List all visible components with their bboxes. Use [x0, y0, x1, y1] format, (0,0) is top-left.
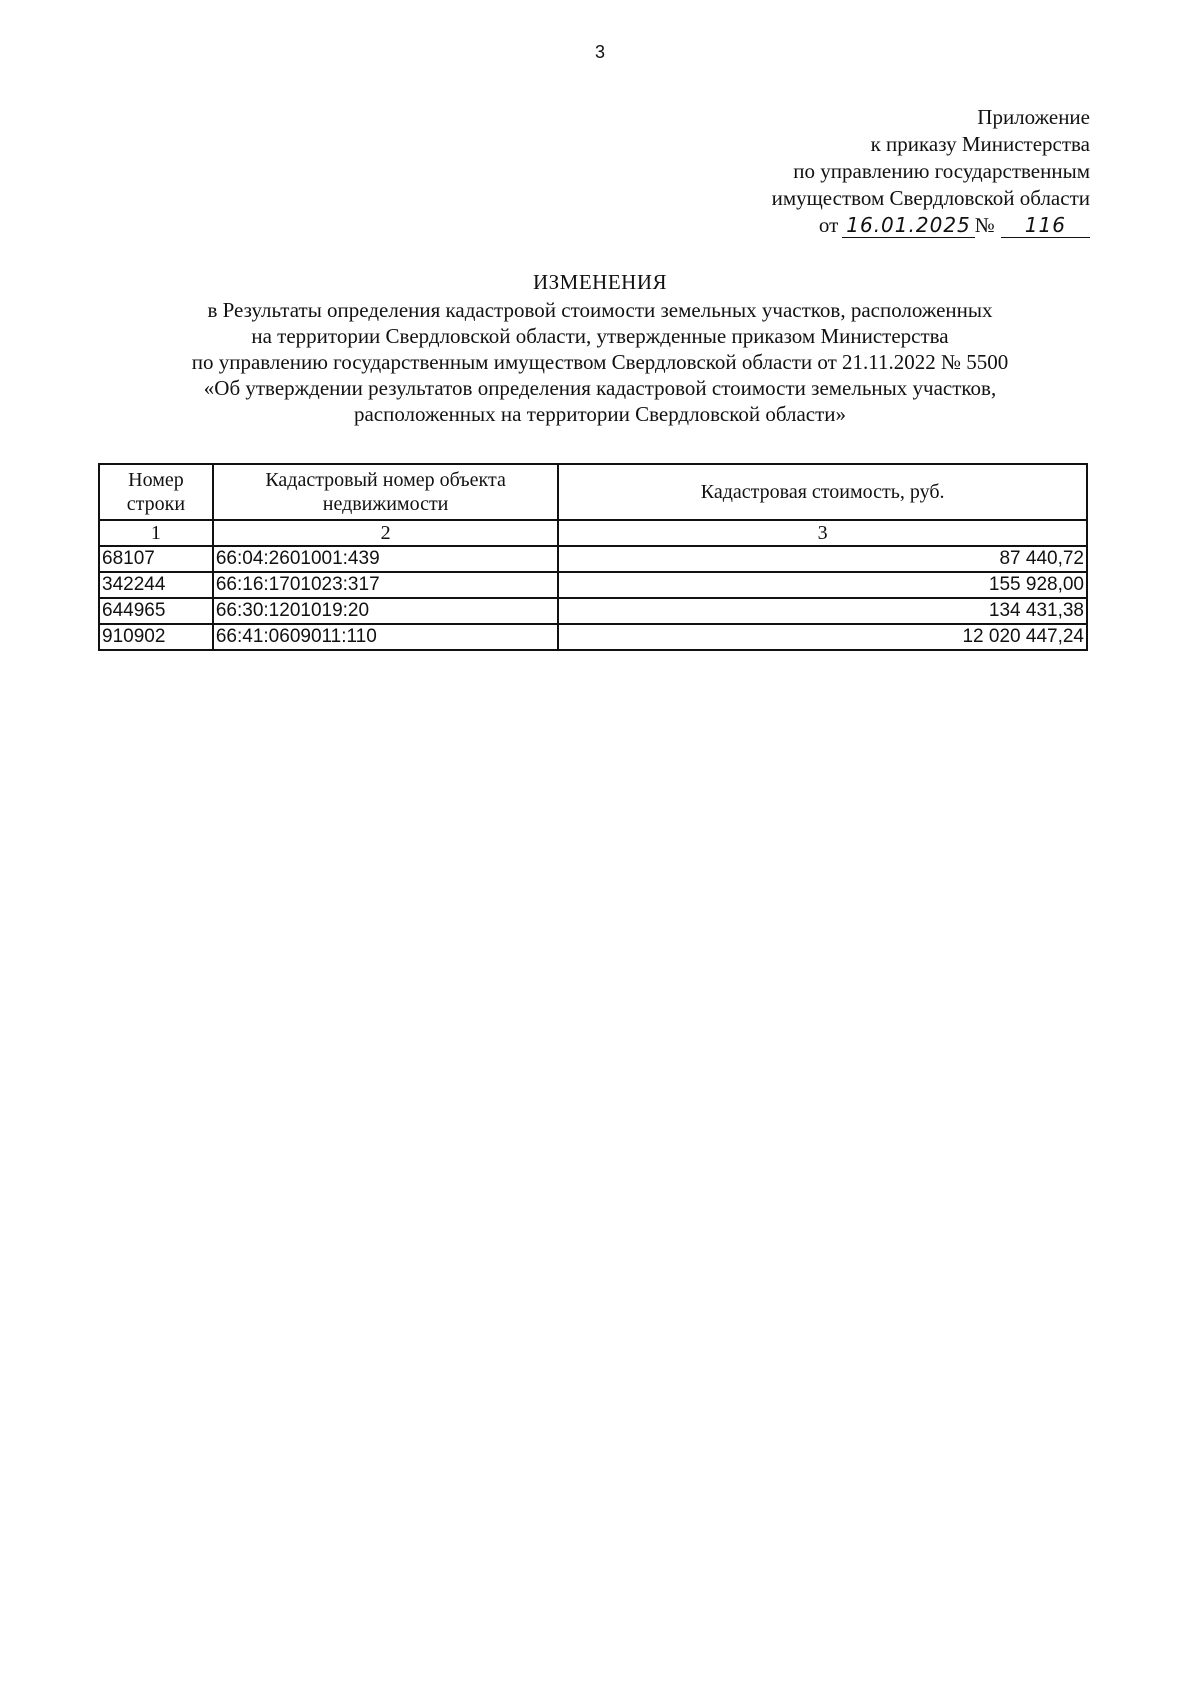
order-date-line	[772, 212, 1090, 239]
row-number-cell: 68107	[99, 546, 213, 572]
column-number: 3	[558, 520, 1087, 546]
cadastral-value-table	[98, 463, 1088, 651]
table-row	[99, 572, 1087, 598]
handwritten-number: 116	[1001, 213, 1090, 238]
row-number-cell: 342244	[99, 572, 213, 598]
cadastral-number-cell: 66:04:2601001:439	[213, 546, 558, 572]
appendix-line: имуществом Свердловской области	[771, 186, 1090, 210]
header-row-number	[99, 464, 213, 520]
appendix-line: Приложение	[977, 105, 1090, 129]
subtitle-line: расположенных на территории Свердловской области»	[353, 402, 847, 426]
header-text: Кадастровый номер объекта	[265, 469, 506, 491]
page-number: 3	[594, 42, 605, 62]
table-row	[99, 624, 1087, 650]
table-row	[99, 546, 1087, 572]
document-title: ИЗМЕНЕНИЯ	[532, 270, 668, 294]
number-prefix: №	[974, 213, 995, 237]
appendix-block	[772, 104, 1090, 239]
header-text: недвижимости	[322, 493, 449, 515]
cadastral-value-cell: 155 928,00	[558, 572, 1087, 598]
appendix-line: по управлению государственным	[793, 159, 1090, 183]
cadastral-value-cell: 134 431,38	[558, 598, 1087, 624]
table-header-row	[99, 464, 1087, 520]
subtitle-line: «Об утверждении результатов определения кадастровой стоимости земельных участков,	[203, 376, 997, 400]
header-cadastral-value	[558, 464, 1087, 520]
subtitle-line: по управлению государственным имуществом Свердловской области от 21.11.2022 № 5500	[191, 350, 1009, 374]
cadastral-number-cell: 66:41:0609011:110	[213, 624, 558, 650]
handwritten-date: 16.01.2025	[842, 213, 975, 238]
cadastral-value-cell: 87 440,72	[558, 546, 1087, 572]
column-number: 1	[99, 520, 213, 546]
column-number: 2	[213, 520, 558, 546]
header-text: строки	[126, 493, 186, 515]
table-row	[99, 598, 1087, 624]
header-cadastral-number	[213, 464, 558, 520]
header-text: Номер	[128, 469, 184, 491]
subtitle-line: на территории Свердловской области, утвержденные приказом Министерства	[251, 324, 949, 348]
document-subtitle	[140, 297, 1060, 427]
column-number-row	[99, 520, 1087, 546]
cadastral-number-cell: 66:30:1201019:20	[213, 598, 558, 624]
subtitle-line: в Результаты определения кадастровой стоимости земельных участков, расположенных	[207, 298, 993, 322]
row-number-cell: 644965	[99, 598, 213, 624]
row-number-cell: 910902	[99, 624, 213, 650]
header-text: Кадастровая стоимость, руб.	[700, 481, 945, 503]
cadastral-number-cell: 66:16:1701023:317	[213, 572, 558, 598]
cadastral-value-cell: 12 020 447,24	[558, 624, 1087, 650]
date-prefix: от	[818, 213, 839, 237]
appendix-line: к приказу Министерства	[870, 132, 1090, 156]
